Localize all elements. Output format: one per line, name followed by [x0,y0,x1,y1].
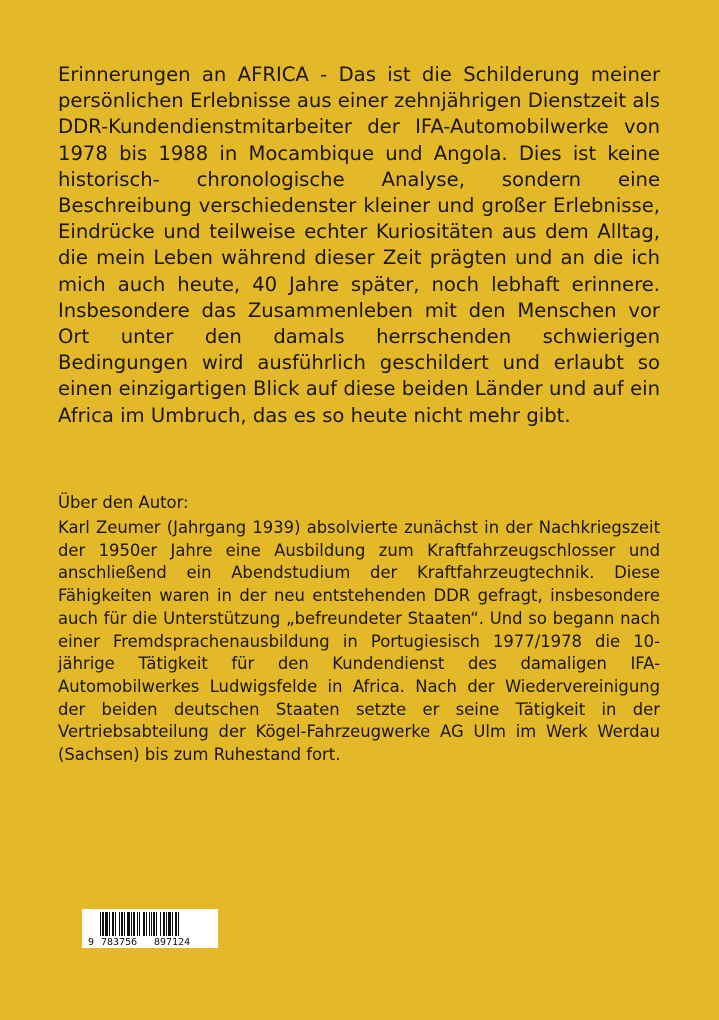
barcode-bars [100,912,179,936]
isbn-barcode [82,909,218,948]
author-bio: Karl Zeumer (Jahrgang 1939) absolvierte zunächst in der Nachkriegszeit der 1950er Jahre eine Ausbildung zum Kraftfahrzeugschlosser und anschließend ein Abendstudium der Kraftfahrzeugtechnik. Diese Fähigkeiten waren in der neu entstehenden DDR gefragt, insbesondere auch für die Unterstützung „befreundeter Staaten“. Und so begann nach einer Fremdsprachenausbildung in Portugiesisch 1977/1978 die 10-jährige Tätigkeit für den Kundendienst des damaligen IFA- Automobilwerkes Ludwigsfelde in Africa. Nach der Wiedervereinigung der beiden deutschen Staaten setzte er seine Tätigkeit in der Vertriebsabteilung der Kögel-Fahrzeugwerke AG Ulm im Werk Werdau (Sachsen) bis zum Ruhestand fort. [58,518,660,765]
barcode-digits-left: 783756 [101,937,138,948]
book-description: Erinnerungen an AFRICA - Das ist die Schilderung meiner persönlichen Erlebnisse aus einer zehnjährigen Dienstzeit als DDR-Kundendienstmitarbeiter der IFA-Automobilwerke von 1978 bis 1988 in Mocambique und Angola. Dies ist keine historisch- chronologische Analyse, sondern eine Beschreibung verschiedenster kleiner und großer Erlebnisse, Eindrücke und teilweise echter Kuriositäten aus dem Alltag, die mein Leben während dieser Zeit prägten und an die ich mich auch heute, 40 Jahre später, noch lebhaft erinnere. Insbesondere das Zusammenleben mit den Menschen vor Ort unter den damals herrschenden schwierigen Bedingungen wird ausführlich geschildert und erlaubt so einen einzigartigen Blick auf diese beiden Länder und auf ein Africa im Umbruch, das es so heute nicht mehr gibt. [58,63,660,427]
author-heading: Über den Autor: [58,493,189,512]
barcode-digits-right: 897124 [154,937,191,948]
barcode-first-digit: 9 [88,937,95,948]
barcode-graphic [82,909,218,948]
